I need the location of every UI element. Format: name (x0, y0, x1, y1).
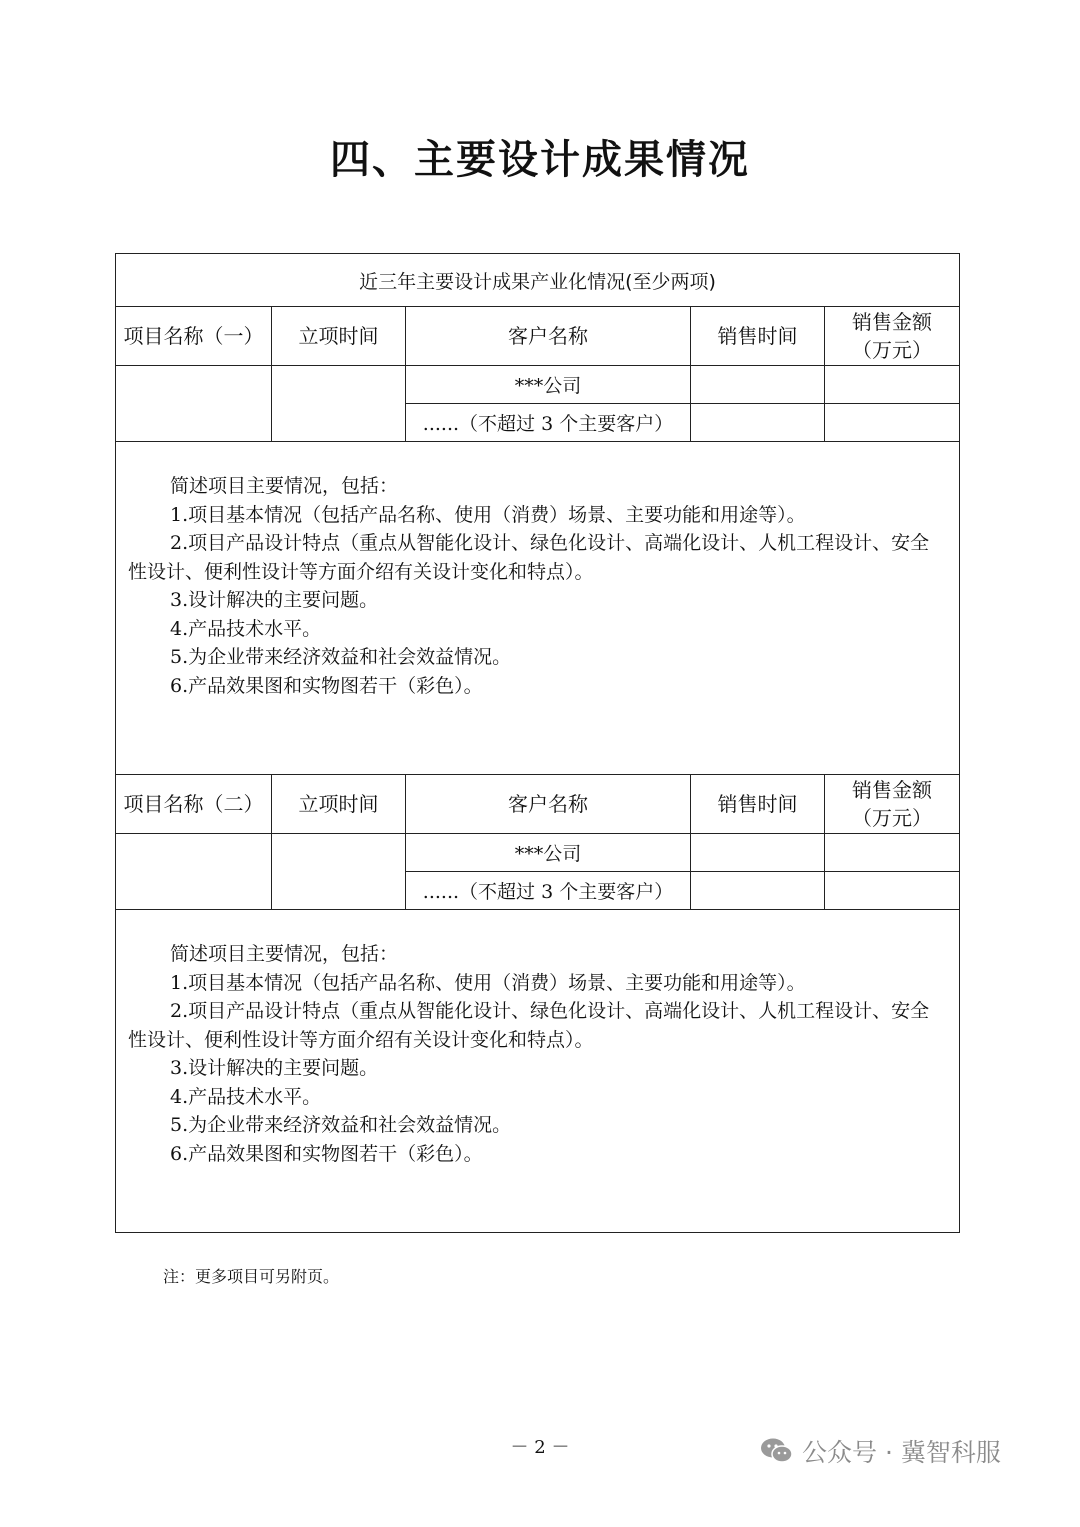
table-row (116, 366, 960, 404)
project-1-sales-time-1[interactable] (691, 366, 825, 404)
project-2-desc-line: 5.为企业带来经济效益和社会效益情况。 (170, 1114, 512, 1136)
project-1-name-cell[interactable] (116, 366, 272, 442)
page-number: － 2 － (510, 1437, 570, 1458)
project-2-col-sales-time: 销售时间 (691, 775, 825, 834)
project-1-col-sales-time: 销售时间 (691, 307, 825, 366)
project-1-sales-time-2[interactable] (691, 404, 825, 442)
project-1-amount-1[interactable] (825, 366, 960, 404)
project-1-header-row (116, 307, 960, 366)
watermark (760, 1433, 1001, 1469)
project-1-desc-line: 5.为企业带来经济效益和社会效益情况。 (170, 646, 512, 668)
project-1-customer-1[interactable]: ***公司 (406, 366, 691, 404)
project-2-description[interactable] (116, 910, 960, 1233)
project-1-time-cell[interactable] (272, 366, 406, 442)
project-1-col-amount (825, 307, 960, 366)
project-1-amount-2[interactable] (825, 404, 960, 442)
project-2-amount-1[interactable] (825, 834, 960, 872)
project-2-desc-line: 简述项目主要情况，包括： (170, 943, 399, 965)
project-2-name-label: 项目名称（二） (116, 775, 272, 834)
project-2-desc-line: 3.设计解决的主要问题。 (170, 1057, 379, 1079)
project-1-col-time: 立项时间 (272, 307, 406, 366)
project-2-col-time: 立项时间 (272, 775, 406, 834)
footnote: 注：更多项目可另附页。 (163, 1267, 340, 1286)
table-caption: 近三年主要设计成果产业化情况(至少两项) (116, 254, 960, 307)
page-title: 四、主要设计成果情况 (330, 137, 750, 183)
project-2-sales-time-2[interactable] (691, 872, 825, 910)
project-1-description[interactable] (116, 442, 960, 775)
project-2-customer-2[interactable]: ......（不超过 3 个主要客户） (406, 872, 691, 910)
project-2-header-row (116, 775, 960, 834)
project-2-desc-line: 1.项目基本情况（包括产品名称、使用（消费）场景、主要功能和用途等）。 (170, 971, 806, 994)
project-1-desc-line: 简述项目主要情况，包括： (170, 475, 399, 497)
project-2-desc-line: 6.产品效果图和实物图若干（彩色）。 (170, 1142, 483, 1165)
watermark-text: 公众号 · 冀智科服 (802, 1438, 1001, 1467)
project-2-customer-1[interactable]: ***公司 (406, 834, 691, 872)
project-1-col-amount-line1: 销售金额 (852, 310, 932, 334)
project-2-col-amount (825, 775, 960, 834)
project-1-desc-line: 1.项目基本情况（包括产品名称、使用（消费）场景、主要功能和用途等）。 (170, 503, 806, 526)
project-1-desc-line: 4.产品技术水平。 (170, 617, 322, 640)
project-1-desc-line: 2.项目产品设计特点（重点从智能化设计、绿色化设计、高端化设计、人机工程设计、安全性设计、便利性设计等方面介绍有关设计变化和特点）。 (128, 532, 930, 583)
project-2-col-amount-line2: （万元） (852, 806, 932, 830)
project-2-amount-2[interactable] (825, 872, 960, 910)
project-2-col-customer: 客户名称 (406, 775, 691, 834)
project-1-col-customer: 客户名称 (406, 307, 691, 366)
project-2-time-cell[interactable] (272, 834, 406, 910)
project-1-name-label: 项目名称（一） (116, 307, 272, 366)
project-1-customer-2[interactable]: ......（不超过 3 个主要客户） (406, 404, 691, 442)
wechat-icon (760, 1437, 794, 1465)
project-2-desc-line: 2.项目产品设计特点（重点从智能化设计、绿色化设计、高端化设计、人机工程设计、安全性设计、便利性设计等方面介绍有关设计变化和特点）。 (128, 1000, 930, 1051)
project-1-desc-line: 3.设计解决的主要问题。 (170, 589, 379, 611)
table-row (116, 834, 960, 872)
project-2-sales-time-1[interactable] (691, 834, 825, 872)
project-1-col-amount-line2: （万元） (852, 338, 932, 362)
project-2-col-amount-line1: 销售金额 (852, 778, 932, 802)
project-2-name-cell[interactable] (116, 834, 272, 910)
design-results-table (115, 253, 960, 1233)
project-1-desc-line: 6.产品效果图和实物图若干（彩色）。 (170, 674, 483, 697)
project-2-desc-line: 4.产品技术水平。 (170, 1085, 322, 1108)
